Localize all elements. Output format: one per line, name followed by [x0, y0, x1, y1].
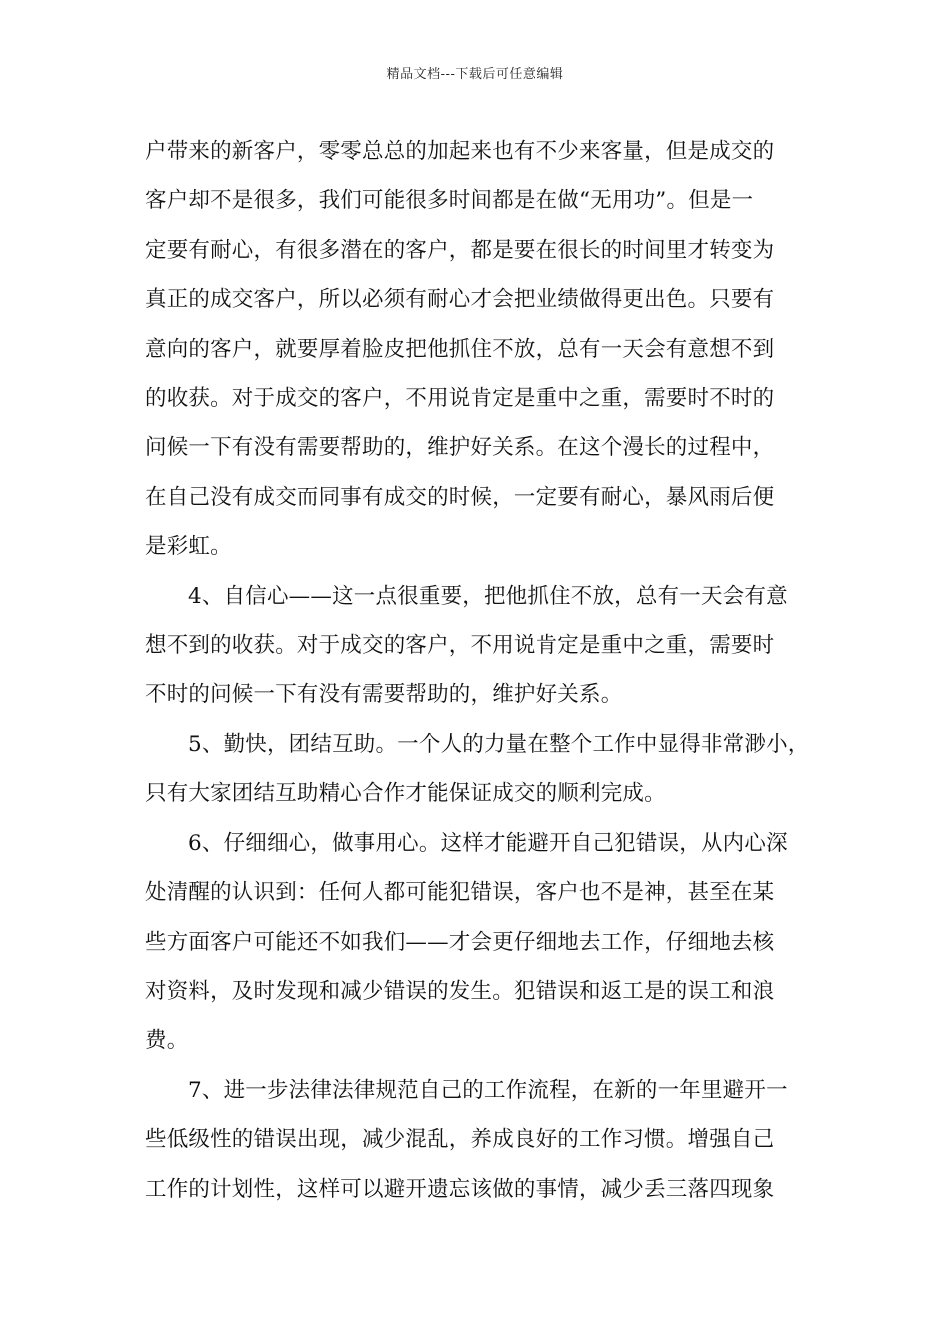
text-line: 费。: [145, 1028, 189, 1054]
text-line: 工作的计划性，这样可以避开遗忘该做的事情，减少丢三落四现象: [145, 1176, 775, 1202]
text-line: 6、仔细细心，做事用心。这样才能避开自己犯错误，从内心深: [188, 830, 788, 856]
text-line: 7、进一步法律法律规范自己的工作流程，在新的一年里避开一: [188, 1077, 788, 1103]
text-line: 4、自信心——这一点很重要，把他抓住不放，总有一天会有意: [188, 583, 788, 609]
paragraph-item-4: [145, 572, 815, 720]
text-line: 问候一下有没有需要帮助的，维护好关系。在这个漫长的过程中，: [145, 435, 775, 461]
text-line: 意向的客户，就要厚着脸皮把他抓住不放，总有一天会有意想不到: [145, 336, 775, 362]
text-line: 户带来的新客户，零零总总的加起来也有不少来客量，但是成交的: [145, 139, 775, 164]
text-line: 想不到的收获。对于成交的客户，不用说肯定是重中之重，需要时: [145, 633, 775, 659]
paragraph-continuation: [145, 127, 815, 572]
text-line: 真正的成交客户，所以必须有耐心才会把业绩做得更出色。只要有: [145, 287, 775, 313]
page-header: 精品文档---下载后可任意编辑: [386, 67, 564, 82]
text-line: 处清醒的认识到：任何人都可能犯错误，客户也不是神，甚至在某: [145, 880, 775, 906]
text-line: 5、勤快，团结互助。一个人的力量在整个工作中显得非常渺小，: [188, 731, 810, 757]
text-line: 的收获。对于成交的客户，不用说肯定是重中之重，需要时不时的: [145, 386, 775, 412]
paragraph-item-5: [145, 720, 815, 819]
text-line: 些方面客户可能还不如我们——才会更仔细地去工作，仔细地去核: [145, 929, 775, 955]
text-line: 不时的问候一下有没有需要帮助的，维护好关系。: [145, 682, 623, 708]
text-line: 对资料，及时发现和减少错误的发生。犯错误和返工是的误工和浪: [145, 978, 775, 1004]
paragraph-item-7: [145, 1066, 815, 1214]
text-line: 在自己没有成交而同事有成交的时候，一定要有耐心，暴风雨后便: [145, 484, 775, 510]
text-line: 定要有耐心，有很多潜在的客户，都是要在很长的时间里才转变为: [145, 237, 775, 263]
text-line: 客户却不是很多，我们可能很多时间都是在做“无用功”。但是一: [145, 188, 754, 214]
text-line: 是彩虹。: [145, 534, 232, 560]
text-line: 些低级性的错误出现，减少混乱，养成良好的工作习惯。增强自己: [145, 1127, 775, 1153]
text-line: 只有大家团结互助精心合作才能保证成交的顺利完成。: [145, 781, 666, 807]
paragraph-item-6: [145, 819, 815, 1066]
document-body: [145, 127, 815, 1214]
